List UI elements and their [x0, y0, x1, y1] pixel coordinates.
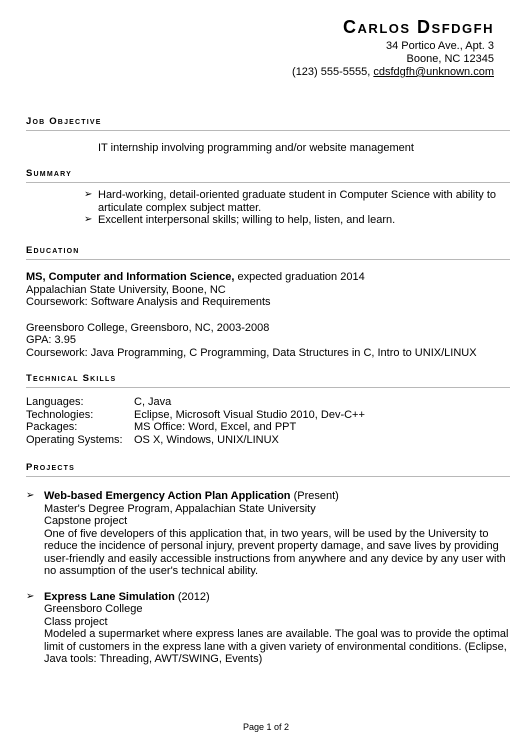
arrow-bullet-icon: ➢ — [84, 189, 93, 200]
degree-line — [26, 271, 510, 284]
degree-name: MS, Computer and Information Science, — [26, 271, 235, 283]
section-title-education: Education — [26, 245, 510, 260]
skill-label: Packages: — [26, 421, 78, 433]
graduation-date: expected graduation 2014 — [234, 271, 365, 283]
skills-section — [26, 373, 510, 446]
school-name: Appalachian State University, Boone, NC — [26, 283, 226, 296]
project-program: Greensboro College — [44, 603, 143, 615]
projects-section — [26, 462, 510, 666]
arrow-bullet-icon: ➢ — [26, 590, 35, 602]
address-line-1: 34 Portico Ave., Apt. 3 — [385, 40, 494, 52]
project-title: Express Lane Simulation (2012) — [44, 590, 210, 603]
education-entry-2 — [26, 322, 510, 360]
page-number: Page 1 of 2 — [242, 722, 290, 732]
coursework: Coursework: Java Programming, C Programming, Data Structures in C, Intro to UNIX/LINUX — [26, 346, 477, 359]
arrow-bullet-icon: ➢ — [26, 490, 35, 501]
project-type: Class project — [44, 615, 108, 628]
resume-header — [292, 16, 494, 79]
address-line-2: Boone, NC 12345 — [406, 53, 494, 65]
project-type: Capstone project — [44, 515, 128, 527]
school-name: Greensboro College, Greensboro, NC, 2003-2008 — [26, 321, 270, 334]
project-description: One of five developers of this application that, in two years, will be used by the University to reduce the incidence of personal injury, prevent property damage, and save lives by providing user-friendly and easily accessible instructions from anywhere and any device by any user with no assumption of the user's technical ability. — [44, 527, 506, 577]
phone-number: (123) 555-5555, — [292, 66, 371, 78]
coursework: Coursework: Software Analysis and Requirements — [26, 296, 271, 308]
skill-value: Eclipse, Microsoft Visual Studio 2010, Dev-C++ — [134, 408, 365, 421]
skill-label: Languages: — [26, 396, 84, 408]
skill-value: C, Java — [134, 396, 172, 408]
email-link[interactable]: cdsfdgfh@unknown.com — [373, 66, 494, 78]
objective-section — [26, 116, 510, 155]
skill-label: Technologies: — [26, 408, 94, 421]
candidate-name: Carlos Dsfdgfh — [343, 17, 494, 37]
skill-label: Operating Systems: — [26, 433, 123, 446]
list-item: ➢ Excellent interpersonal skills; willing to help, listen, and learn. — [84, 214, 396, 226]
project-title: Web-based Emergency Action Plan Application (Present) — [44, 490, 339, 502]
skill-value: OS X, Windows, UNIX/LINUX — [134, 433, 279, 446]
skill-value: MS Office: Word, Excel, and PPT — [134, 421, 297, 433]
summary-section — [26, 168, 510, 227]
education-entry-1 — [26, 271, 510, 309]
section-title-summary: Summary — [26, 168, 510, 183]
gpa: GPA: 3.95 — [26, 334, 76, 346]
contact-line — [292, 66, 494, 79]
objective-text: IT internship involving programming and/or website management — [98, 142, 414, 154]
project-program: Master's Degree Program, Appalachian State University — [44, 502, 316, 515]
section-title-projects: Projects — [26, 462, 510, 477]
project-description: Modeled a supermarket where express lanes are available. The goal was to provide the optimal limit of customers in the express lane with a given variety of environmental conditions. (Eclipse, Java tools: Threading, AWT/SWING, Events) — [44, 628, 509, 665]
list-item: ➢ Hard-working, detail-oriented graduate student in Computer Science with ability to articulate complex subject matter. — [84, 189, 497, 214]
summary-list — [84, 189, 510, 227]
arrow-bullet-icon: ➢ — [84, 214, 93, 225]
project-item — [26, 591, 510, 666]
project-item — [26, 490, 510, 578]
skills-table — [26, 396, 510, 446]
section-title-objective: Job Objective — [26, 116, 510, 131]
section-title-skills: Technical Skills — [26, 373, 510, 388]
education-section — [26, 245, 510, 359]
